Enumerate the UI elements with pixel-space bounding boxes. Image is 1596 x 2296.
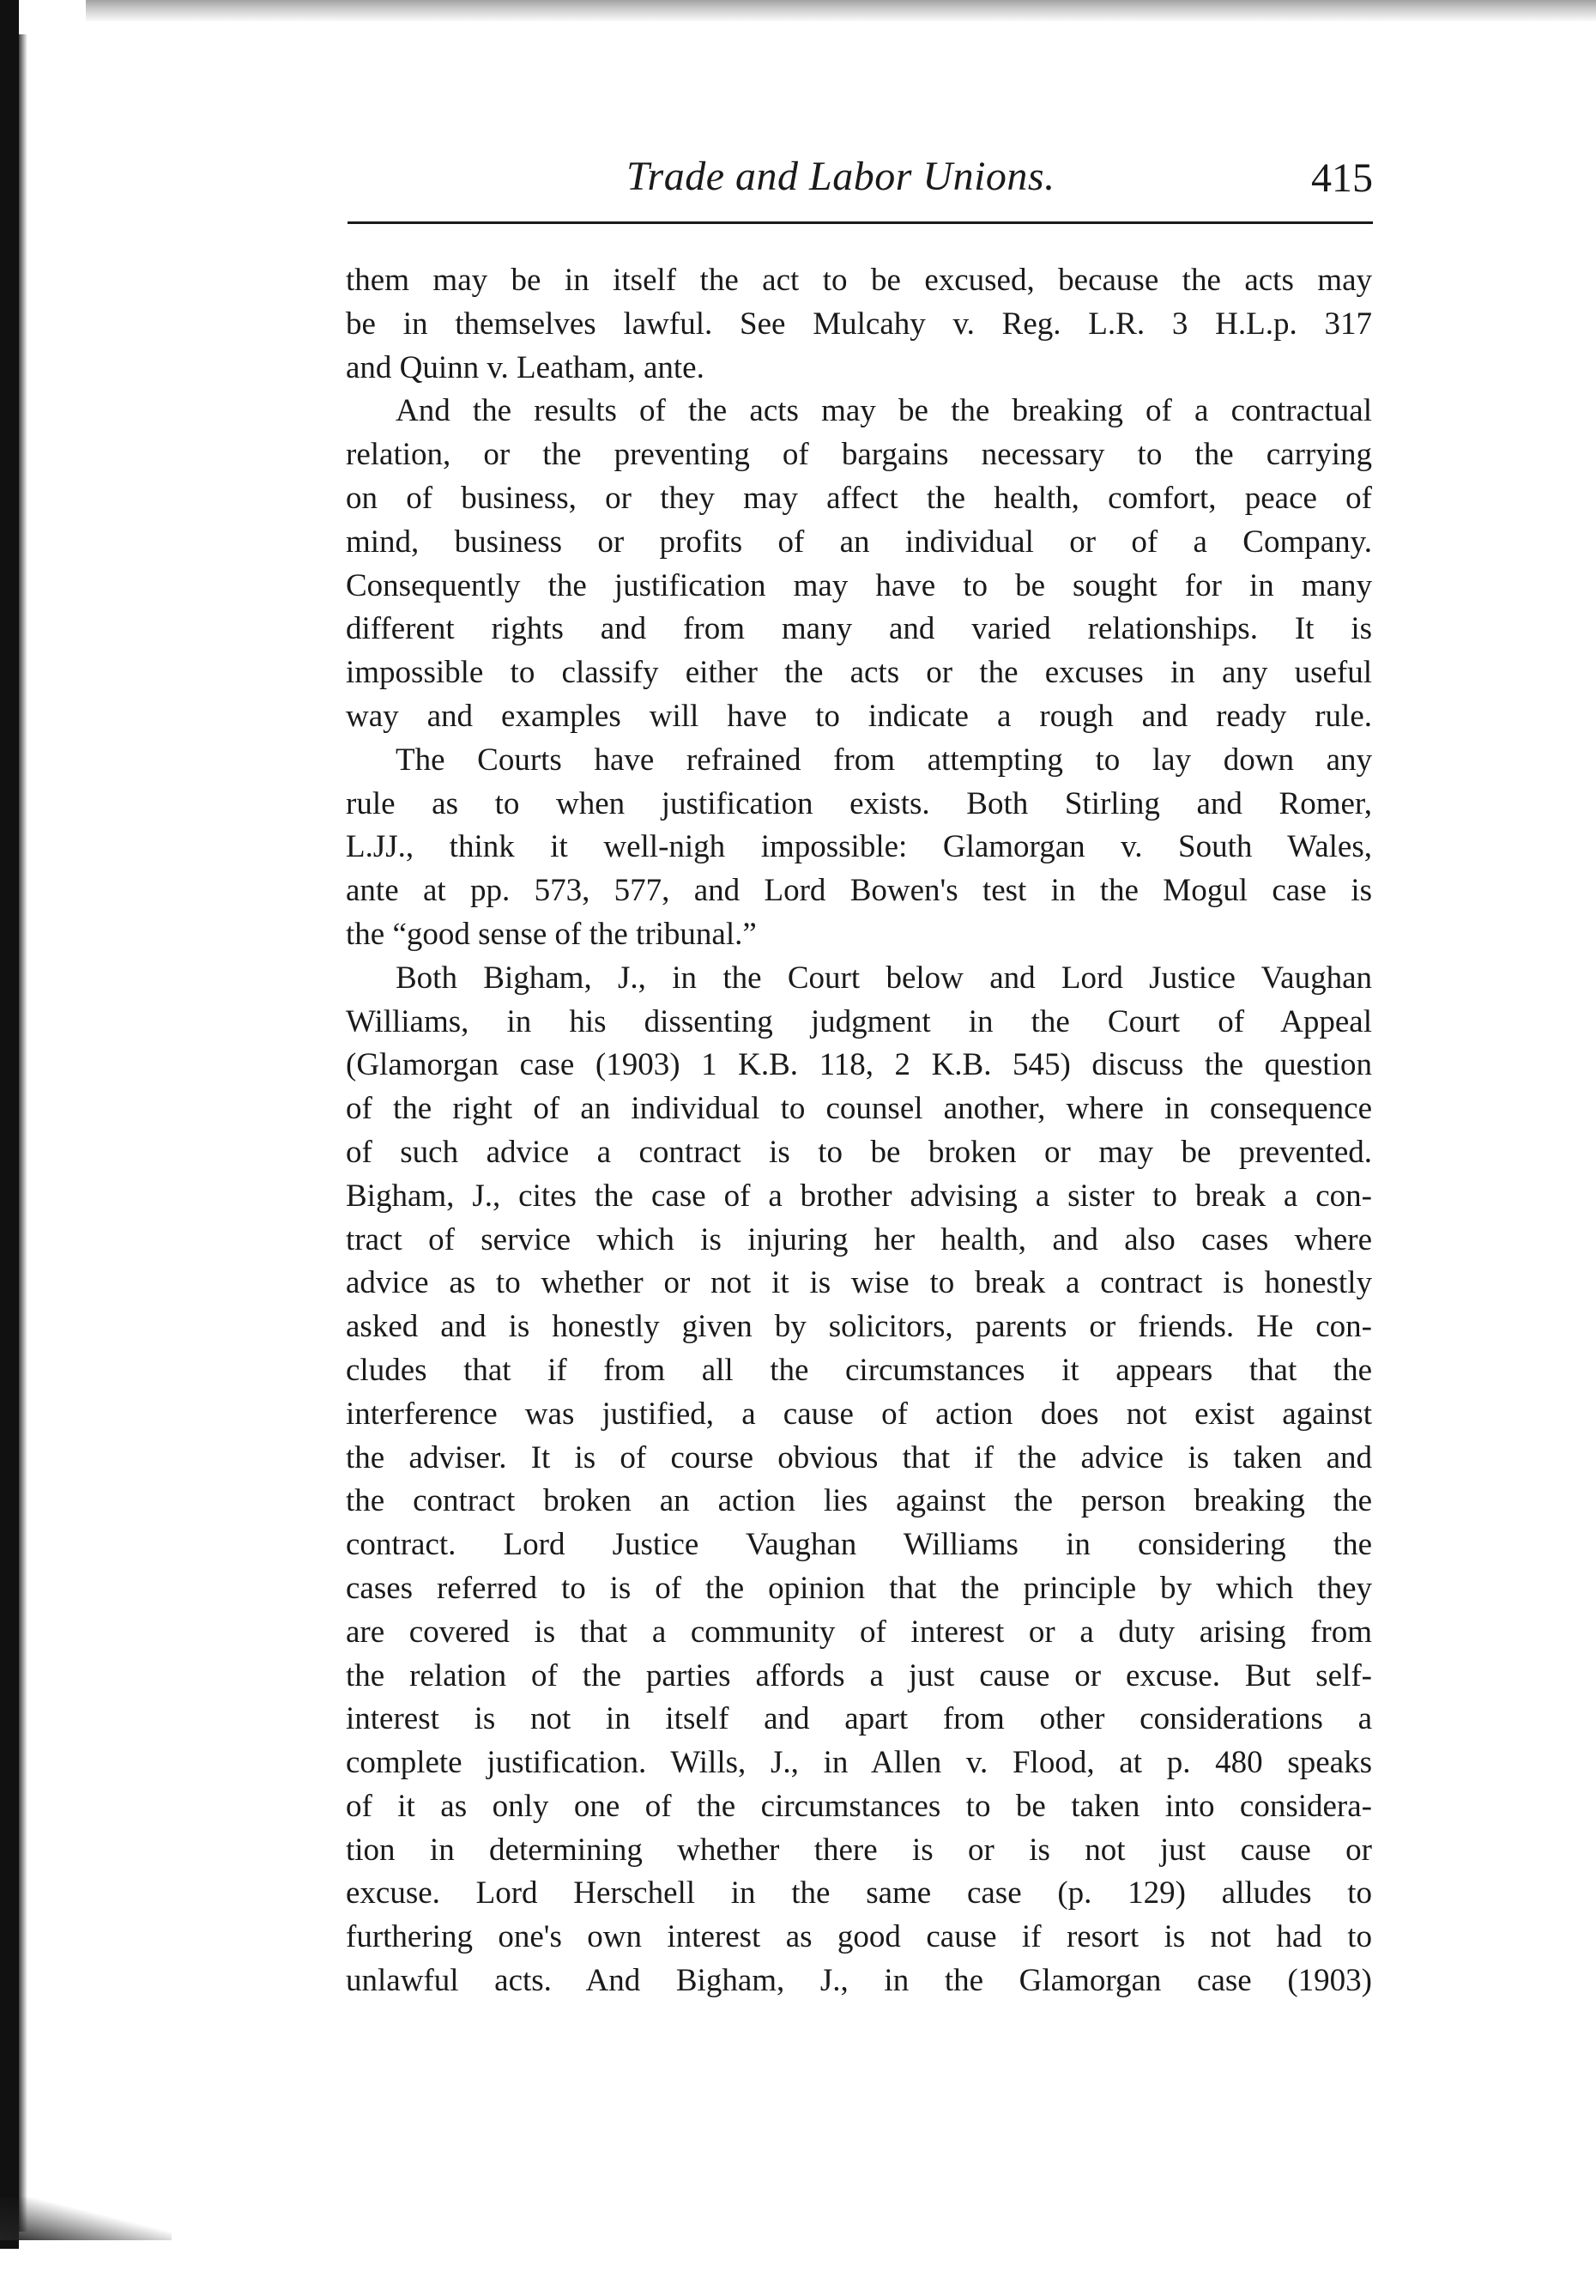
scan-edge-left <box>0 0 19 2249</box>
text-line: unlawful acts. And Bigham, J., in the Glamorgan case (1903) <box>346 1963 1372 1999</box>
text-line: rule as to when justification exists. Both Stirling and Romer, <box>346 785 1372 821</box>
text-line: contract. Lord Justice Vaughan Williams in considering the <box>346 1527 1372 1563</box>
scan-edge-top <box>86 0 1596 22</box>
text-line: cases referred to is of the opinion that the principle by which they <box>346 1570 1372 1606</box>
text-line: Both Bigham, J., in the Court below and Lord Justice Vaughan <box>396 960 1372 996</box>
text-line: the relation of the parties affords a just cause or excuse. But self- <box>346 1657 1372 1693</box>
text-line: furthering one's own interest as good cause if resort is not had to <box>346 1919 1372 1955</box>
text-line: the adviser. It is of course obvious that if the advice is taken and <box>346 1439 1372 1475</box>
text-line: of such advice a contract is to be broken or may be prevented. <box>346 1134 1372 1170</box>
scan-edge-shadow <box>19 34 27 2232</box>
text-line: mind, business or profits of an individual or of a Company. <box>346 524 1372 560</box>
text-line: interest is not in itself and apart from other considerations a <box>346 1701 1372 1737</box>
text-line: complete justification. Wills, J., in Allen v. Flood, at p. 480 speaks <box>346 1745 1372 1781</box>
text-line: and Quinn v. Leatham, ante. <box>346 349 704 385</box>
text-line: (Glamorgan case (1903) 1 K.B. 118, 2 K.B. 545) discuss the question <box>346 1047 1372 1083</box>
body-text <box>346 259 1372 2003</box>
text-line: them may be in itself the act to be excused, because the acts may <box>346 263 1372 298</box>
text-line: tract of service which is injuring her health, and also cases where <box>346 1221 1372 1257</box>
text-line: cludes that if from all the circumstances it appears that the <box>346 1352 1372 1388</box>
text-line: Consequently the justification may have to be sought for in many <box>346 567 1372 603</box>
text-line: excuse. Lord Herschell in the same case (p. 129) alludes to <box>346 1875 1372 1911</box>
text-line: L.JJ., think it well-nigh impossible: Glamorgan v. South Wales, <box>346 829 1372 865</box>
text-line: Bigham, J., cites the case of a brother advising a sister to break a con- <box>346 1178 1372 1214</box>
scan-corner-bottom <box>0 2197 172 2240</box>
text-line: the contract broken an action lies against the person breaking the <box>346 1483 1372 1519</box>
text-line: relation, or the preventing of bargains necessary to the carrying <box>346 437 1372 473</box>
text-line: asked and is honestly given by solicitors, parents or friends. He con- <box>346 1309 1372 1345</box>
text-line: of the right of an individual to counsel another, where in consequence <box>346 1091 1372 1127</box>
page-number: 415 <box>1311 155 1373 201</box>
text-line: impossible to classify either the acts or the excuses in any useful <box>346 655 1372 691</box>
text-line: the “good sense of the tribunal.” <box>346 916 757 952</box>
header-rule <box>348 221 1373 224</box>
text-line: The Courts have refrained from attempting to lay down any <box>396 742 1372 778</box>
text-line: of it as only one of the circumstances to be taken into considera- <box>346 1788 1372 1824</box>
text-line: advice as to whether or not it is wise to break a contract is honestly <box>346 1265 1372 1301</box>
text-line: be in themselves lawful. See Mulcahy v. Reg. L.R. 3 H.L.p. 317 <box>346 306 1372 342</box>
text-line: are covered is that a community of interest or a duty arising from <box>346 1614 1372 1650</box>
text-line: interference was justified, a cause of action does not exist against <box>346 1396 1372 1432</box>
text-line: different rights and from many and varied relationships. It is <box>346 611 1372 647</box>
text-line: way and examples will have to indicate a rough and ready rule. <box>346 698 1372 734</box>
text-line: on of business, or they may affect the health, comfort, peace of <box>346 480 1372 516</box>
page-header <box>348 153 1373 221</box>
running-title: Trade and Labor Unions. <box>626 154 1055 199</box>
text-line: And the results of the acts may be the breaking of a contractual <box>396 393 1372 429</box>
text-line: tion in determining whether there is or is not just cause or <box>346 1832 1372 1868</box>
text-line: ante at pp. 573, 577, and Lord Bowen's test in the Mogul case is <box>346 873 1372 909</box>
text-line: Williams, in his dissenting judgment in the Court of Appeal <box>346 1003 1372 1039</box>
